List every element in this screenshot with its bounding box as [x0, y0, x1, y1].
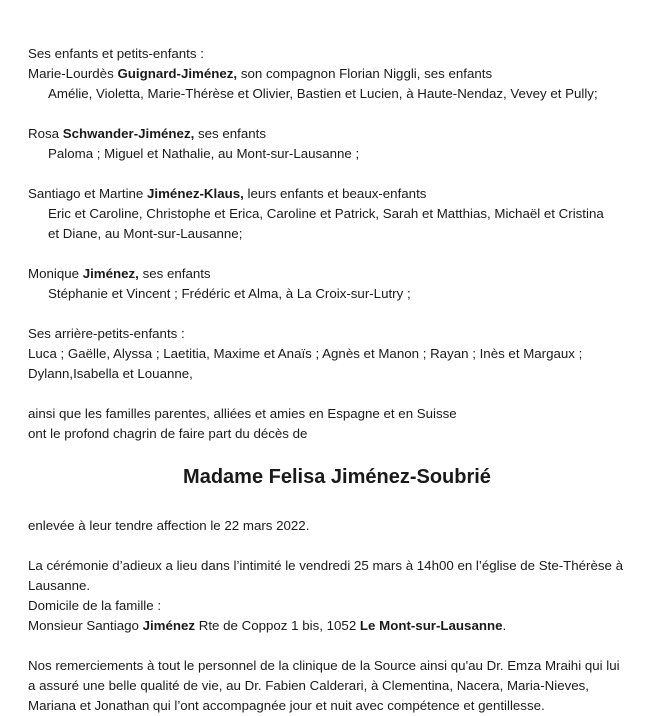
text-line [28, 424, 646, 444]
para-santiago-family [28, 184, 646, 244]
text-line [28, 64, 646, 84]
family-name-bold: Jiménez-Klaus, [147, 186, 244, 201]
text-segment: Lausanne. [28, 578, 91, 593]
text-segment: enlevée à leur tendre affection le 22 mars 2022. [28, 518, 310, 533]
text-line [28, 84, 646, 104]
text-line [28, 516, 646, 536]
text-segment: Paloma ; Miguel et Nathalie, au Mont-sur-Lausanne ; [48, 146, 360, 161]
text-line [28, 124, 646, 144]
text-segment: Domicile de la famille : [28, 598, 162, 613]
text-segment: ainsi que les familles parentes, alliées et amies en Espagne et en Suisse [28, 406, 457, 421]
text-segment: ses enfants [194, 126, 266, 141]
text-line [28, 676, 646, 696]
text-segment: . [502, 618, 507, 633]
text-segment: Luca ; Gaëlle, Alyssa ; Laetitia, Maxime et Anaïs ; Agnès et Manon ; Rayan ; Inès et Margaux ; [28, 346, 583, 361]
text-segment: a assuré une belle qualité de vie, au Dr. Fabien Calderari, à Clementina, Nacera, Maria-Nieves, [28, 678, 589, 693]
text-line [28, 596, 646, 616]
para-date-of-death [28, 516, 646, 536]
text-segment: Ses arrière-petits-enfants : [28, 326, 185, 341]
text-line [28, 204, 646, 224]
text-line [28, 576, 646, 596]
text-segment: et Diane, au Mont-sur-Lausanne; [48, 226, 243, 241]
text-line [28, 324, 646, 344]
family-name-bold: Jiménez, [82, 266, 139, 281]
family-name-bold: Schwander-Jiménez, [62, 126, 195, 141]
text-line [28, 404, 646, 424]
text-line [28, 344, 646, 364]
text-segment: Monsieur Santiago [28, 618, 143, 633]
text-line [28, 696, 646, 716]
text-line [28, 144, 646, 164]
text-line [28, 556, 646, 576]
text-segment: Mariana et Jonathan qui l’ont accompagnée jour et nuit avec compétence et gentillesse. [28, 698, 545, 713]
text-segment: Monique [28, 266, 83, 281]
para-rosa-family [28, 124, 646, 164]
text-segment: Marie-Lourdès [28, 66, 118, 81]
family-name-bold: Jiménez [142, 618, 196, 633]
text-segment: ont le profond chagrin de faire part du décès de [28, 426, 308, 441]
text-segment: Dylann,Isabella et Louanne, [28, 366, 193, 381]
text-segment: Rosa [28, 126, 63, 141]
text-line [28, 44, 646, 64]
para-children-grandchildren [28, 44, 646, 104]
text-segment: ses enfants [138, 266, 211, 281]
para-families-announcement [28, 404, 646, 444]
text-line [28, 284, 646, 304]
para-thanks [28, 656, 646, 716]
text-segment: Rte de Coppoz 1 bis, 1052 [195, 618, 360, 633]
para-monique-family [28, 264, 646, 304]
text-segment: Ses enfants et petits-enfants : [28, 46, 204, 61]
text-segment: leurs enfants et beaux-enfants [243, 186, 427, 201]
text-segment: Eric et Caroline, Christophe et Erica, Caroline et Patrick, Sarah et Matthias, Michaël et Cristina [48, 206, 604, 221]
para-ceremony-domicile [28, 556, 646, 636]
text-line [28, 264, 646, 284]
text-line [28, 364, 646, 384]
text-segment: Nos remerciements à tout le personnel de la clinique de la Source ainsi qu'au Dr. Emza Mraihi qui lui [28, 658, 620, 673]
text-segment: La cérémonie d’adieux a lieu dans l’intimité le vendredi 25 mars à 14h00 en l’église de Ste-Thérèse à [28, 558, 624, 573]
text-segment: Santiago et Martine [28, 186, 148, 201]
text-segment: Stéphanie et Vincent ; Frédéric et Alma, à La Croix-sur-Lutry ; [48, 286, 411, 301]
text-segment: Amélie, Violetta, Marie-Thérèse et Olivier, Bastien et Lucien, à Haute-Nendaz, Vevey et Pully; [48, 86, 598, 101]
text-line [28, 224, 646, 244]
text-segment: son compagnon Florian Niggli, ses enfants [237, 66, 493, 81]
city-name-bold: Le Mont-sur-Lausanne [359, 618, 503, 633]
deceased-name-title: Madame Felisa Jiménez-Soubrié [183, 466, 491, 488]
family-name-bold: Guignard-Jiménez, [117, 66, 238, 81]
text-line [28, 184, 646, 204]
text-line [28, 656, 646, 676]
para-great-grandchildren [28, 324, 646, 384]
text-line [28, 616, 646, 636]
